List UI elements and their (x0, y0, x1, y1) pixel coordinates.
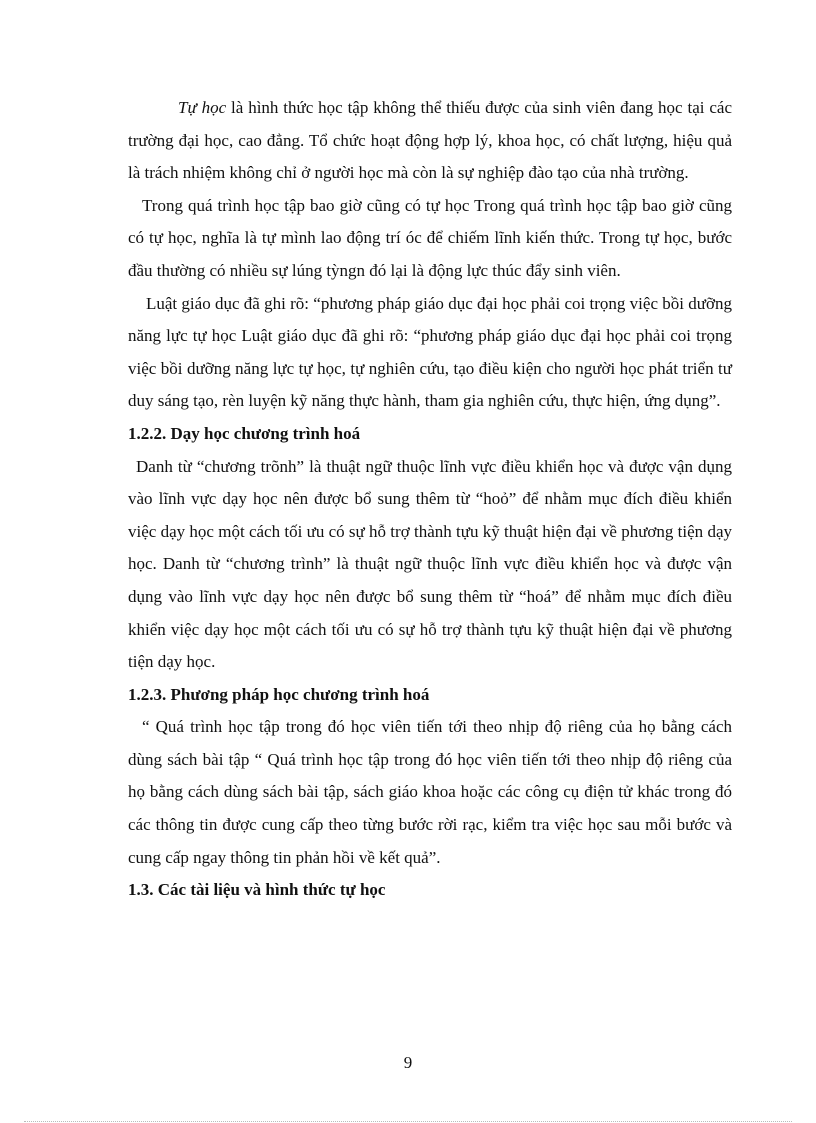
paragraph-self-study-text: là hình thức học tập không thể thiếu được của sinh viên đang học tại các trường đại học, cao đẳng. Tổ chức hoạt động hợp lý, khoa học, có chất lượng, hiệu quả là trách nhiệm không chỉ ở người học mà còn là sự nghiệp đào tạo của nhà trường. (128, 98, 732, 183)
paragraph-education-law: Luật giáo dục đã ghi rõ: “phương pháp giáo dục đại học phải coi trọng việc bồi dưỡng năng lực tự học Luật giáo dục đã ghi rõ: “phương pháp giáo dục đại học phải coi trọng việc bồi dưỡng năng lực tự học, tự nghiên cứu, tạo điều kiện cho người học phát triển tư duy sáng tạo, rèn luyện kỹ năng thực hành, tham gia nghiên cứu, thực hiện, ứng dụng”. (128, 293, 732, 411)
heading-programmed-teaching: 1.2.2. Dạy học chương trình hoá (128, 423, 361, 443)
paragraph-learning-process: Trong quá trình học tập bao giờ cũng có tự học Trong quá trình học tập bao giờ cũng có tự học, nghĩa là tự mình lao động trí óc để chiếm lĩnh kiến thức. Trong tự học, bước đầu thường có nhiều sự lúng tỳngn đó lại là động lực thúc đẩy sinh viên. (128, 195, 732, 280)
paragraph-programmed-learning: “ Quá trình học tập trong đó học viên tiến tới theo nhịp độ riêng của họ bằng cách dùng sách bài tập “ Quá trình học tập trong đó học viên tiến tới theo nhịp độ riêng của họ bằng cách dùng sách bài tập, sách giáo khoa hoặc các công cụ điện tử khác trong đó các thông tin được cung cấp theo từng bước rời rạc, kiểm tra việc học sau mỗi bước và cung cấp ngay thông tin phản hồi về kết quả”. (128, 717, 732, 867)
paragraph-self-study (128, 92, 732, 190)
term-self-study: Tự học (178, 98, 227, 117)
heading-programmed-learning-method: 1.2.3. Phương pháp học chương trình hoá (128, 684, 430, 704)
paragraph-programmed-teaching: Danh từ “chương trõnh” là thuật ngữ thuộc lĩnh vực điều khiển học và được vận dụng vào lĩnh vực dạy học nên được bổ sung thêm từ “hoỏ” để nhằm mục đích điều khiển việc dạy học một cách tối ưu có sự hỗ trợ thành tựu kỹ thuật hiện đại về phương tiện dạy học. Danh từ “chương trình” là thuật ngữ thuộc lĩnh vực điều khiển học và được vận dụng vào lĩnh vực dạy học nên được bổ sung thêm từ “hoá” để nhằm mục đích điều khiển việc dạy học một cách tối ưu có sự hỗ trợ thành tựu kỹ thuật hiện đại về phương tiện dạy học. (128, 456, 732, 672)
page-number: 9 (403, 1053, 413, 1072)
heading-self-study-materials: 1.3. Các tài liệu và hình thức tự học (128, 880, 386, 900)
bottom-divider (24, 1121, 792, 1122)
document-page (128, 92, 732, 907)
